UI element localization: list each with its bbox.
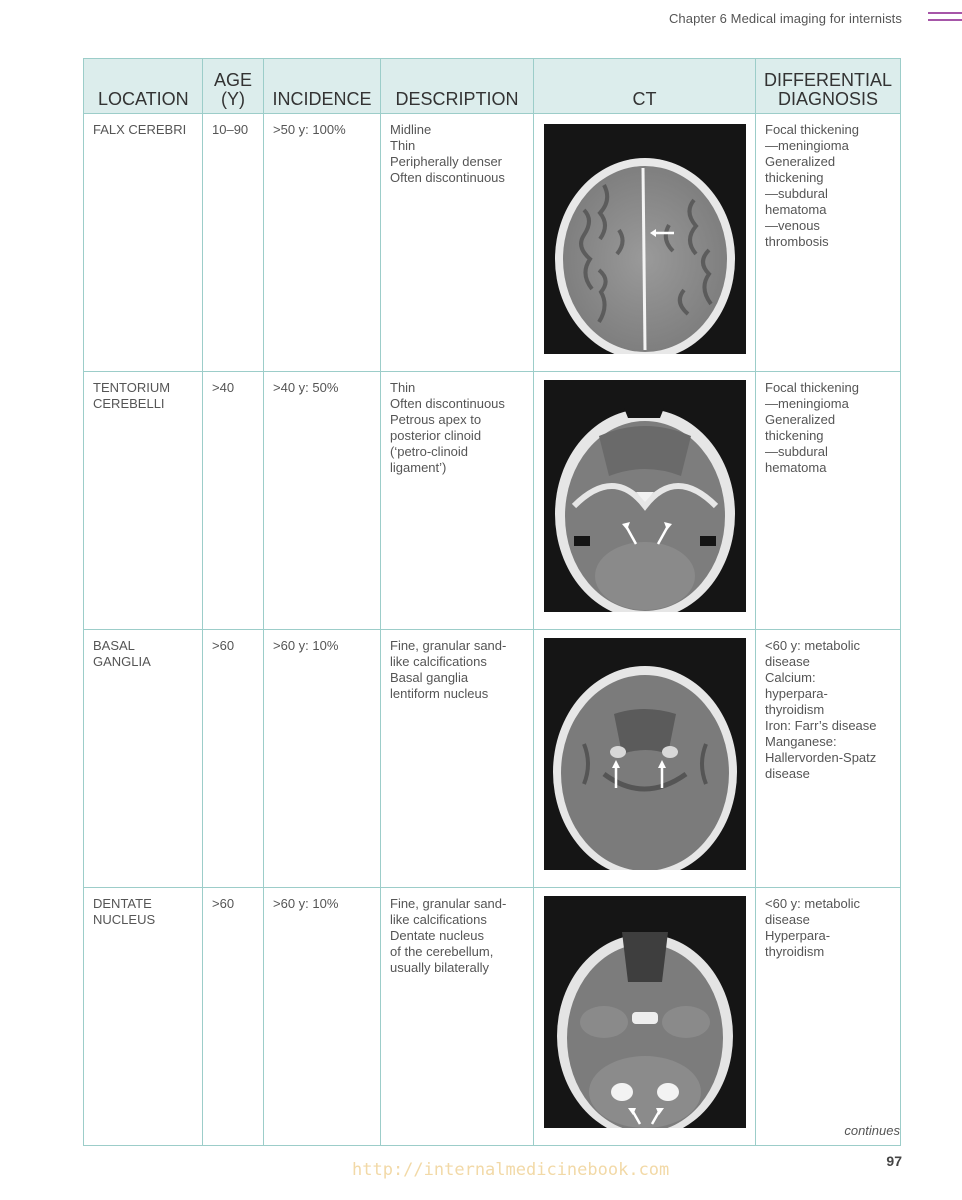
column-header-incidence: INCIDENCE [264,59,381,114]
age-cell: >60 [203,888,264,1146]
location-cell: TENTORIUM CEREBELLI [84,372,203,630]
age-cell: >40 [203,372,264,630]
watermark-url: http://internalmedicinebook.com [352,1160,670,1180]
ct-scan-image [544,896,746,1128]
differential-cell: <60 y: metabolic disease Hyperpara- thyroidism [756,888,901,1146]
ct-scan-image [544,638,746,870]
description-cell: Fine, granular sand- like calcifications Basal ganglia lentiform nucleus [381,630,534,888]
column-header-differential: DIFFERENTIAL DIAGNOSIS [756,59,901,114]
differential-cell: Focal thickening —meningioma Generalized thickening —subdural hematoma —venous thrombosis [756,114,901,372]
running-head: Chapter 6 Medical imaging for internists [668,11,902,26]
continues-note: continues [844,1123,900,1138]
location-cell: DENTATE NUCLEUS [84,888,203,1146]
table-row [84,888,901,1146]
table-row [84,114,901,372]
description-cell: Midline Thin Peripherally denser Often discontinuous [381,114,534,372]
ct-cell [534,630,756,888]
page-number: 97 [886,1153,902,1169]
column-header-description: DESCRIPTION [381,59,534,114]
accent-bars [928,12,962,26]
incidence-cell: >60 y: 10% [264,630,381,888]
column-header-location: LOCATION [84,59,203,114]
ct-cell [534,888,756,1146]
column-header-age: AGE (Y) [203,59,264,114]
incidence-cell: >60 y: 10% [264,888,381,1146]
age-cell: >60 [203,630,264,888]
table-row [84,372,901,630]
location-cell: BASAL GANGLIA [84,630,203,888]
incidence-cell: >50 y: 100% [264,114,381,372]
differential-cell: Focal thickening —meningioma Generalized thickening —subdural hematoma [756,372,901,630]
ct-cell [534,372,756,630]
column-header-ct: CT [534,59,756,114]
location-cell: FALX CEREBRI [84,114,203,372]
description-cell: Fine, granular sand- like calcifications Dentate nucleus of the cerebellum, usually bilaterally [381,888,534,1146]
description-cell: Thin Often discontinuous Petrous apex to posterior clinoid (‘petro-clinoid ligament’) [381,372,534,630]
ct-cell [534,114,756,372]
ct-scan-image [544,124,746,354]
incidence-cell: >40 y: 50% [264,372,381,630]
table-row [84,630,901,888]
ct-calcification-table [83,58,901,1146]
ct-scan-image [544,380,746,612]
differential-cell: <60 y: metabolic disease Calcium: hyperpara- thyroidism Iron: Farr’s disease Manganese: Hallervorden-Spatz disease [756,630,901,888]
age-cell: 10–90 [203,114,264,372]
table-header-row [84,59,901,114]
